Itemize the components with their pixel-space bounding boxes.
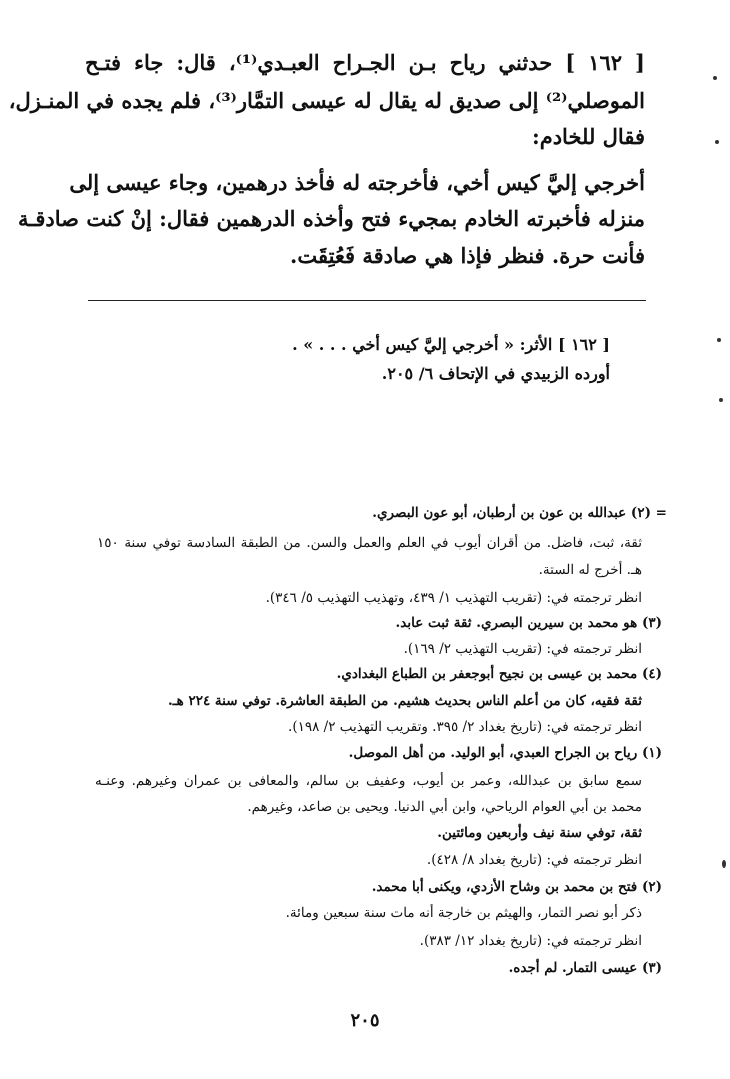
footnote-line: (١) رياح بن الجراح العبدي، أبو الوليد. من أهل الموصل. [348,745,662,761]
footnote-line: محمد بن أبي العوام الرياحي، وابن أبي الدنيا. ويحيى بن صاعد، وغيرهم. [247,799,642,815]
footnote-line: انظر ترجمته في: (تاريخ بغداد ٨/ ٤٢٨). [426,852,642,868]
main-text-line: [ ١٦٢ ] حدثني رياح بـن الجـراح العبـدي⁽¹⁾، قال: جاء فتـح [85,50,645,75]
footnote-line: سمع سابق بن عبدالله، وعمر بن أيوب، وعفيف بن سالم، والمعافى بن عمران وغيرهم. وعنـه [95,773,642,789]
footnote-line: (٢) فتح بن محمد بن وشاح الأزدي، ويكنى أبا محمد. [371,879,662,895]
separator-rule [88,300,646,301]
footnote-line: انظر ترجمته في: (تاريخ بغداد ٢/ ٣٩٥. وتقريب التهذيب ٢/ ١٩٨). [288,719,642,735]
scan-speck [722,860,726,868]
footnote-line: هـ. أخرج له الستة. [538,562,642,578]
source-note-line: أورده الزبيدي في الإتحاف ٦/ ٢٠٥. [381,364,610,383]
footnote-line: ثقة، توفي سنة نيف وأربعين ومائتين. [437,825,642,841]
footnote-line: انظر ترجمته في: (تاريخ بغداد ١٢/ ٣٨٣). [419,933,642,949]
main-text-line: منزله فأخبرته الخادم بمجيء فتح وأخذه الدرهمين فقال: إنْ كنت صادقـة [17,206,645,231]
footnote-line: انظر ترجمته في: (تقريب التهذيب ٢/ ١٦٩). [403,641,642,657]
footnote-line: ثقة فقيه، كان من أعلم الناس بحديث هشيم. من الطبقة العاشرة. توفي سنة ٢٢٤ هـ. [167,693,642,709]
footnote-line: ذكر أبو نصر التمار، والهيثم بن خارجة أنه مات سنة سبعين ومائة. [285,905,642,921]
footnote-line: = (٢) عبدالله بن عون بن أرطبان، أبو عون البصري. [372,505,667,521]
main-text-line: أخرجي إليَّ كيس أخي، فأخرجته له فأخذ درهمين، وجاء عيسى إلى [69,170,645,195]
source-note-line: [ ١٦٢ ] الأثر: « أخرجي إليَّ كيس أخي . . . » . [292,335,610,354]
main-text-line: فقال للخادم: [531,124,645,149]
footnote-line: (٤) محمد بن عيسى بن نجيح أبوجعفر بن الطباع البغدادي. [336,666,662,682]
main-text-line: فأنت حرة. فنظر فإذا هي صادقة فَعُتِقَت. [290,243,645,268]
footnote-line: انظر ترجمته في: (تقريب التهذيب ١/ ٤٣٩، وتهذيب التهذيب ٥/ ٣٤٦). [265,590,642,606]
scan-speck [715,140,719,144]
scan-speck [717,338,721,342]
scan-speck [719,398,723,402]
footnote-line: (٣) هو محمد بن سيرين البصري. ثقة ثبت عابد. [395,615,662,631]
footnote-line: ثقة، ثبت، فاضل. من أقران أيوب في العلم والعمل والسن. من الطبقة السادسة توفي سنة ١٥٠ [97,535,642,551]
main-text-line: الموصلي⁽²⁾ إلى صديق له يقال له عيسى التمَّار⁽³⁾، فلم يجده في المنـزل، [8,88,645,113]
page-number: ٢٠٥ [350,1010,380,1031]
footnote-line: (٣) عيسى التمار. لم أجده. [508,960,662,976]
scan-speck [713,76,717,80]
